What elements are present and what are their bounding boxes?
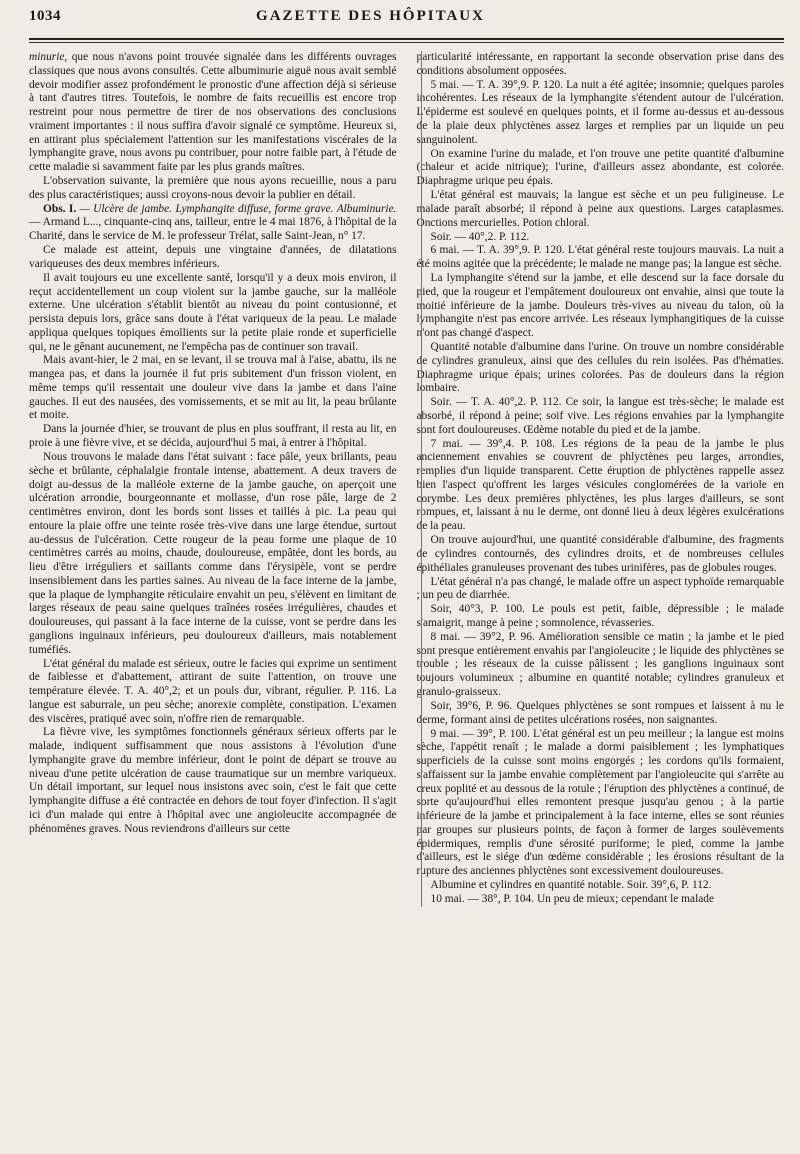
paragraph: L'état général est mauvais; la langue est sèche et un peu fuligineuse. Le malade paraît absorbé; il répond à peine aux questions. Larges cataplasmes. Onctions mercurielles. Potion chloral. — [416, 189, 784, 229]
paragraph: Il avait toujours eu une excellente santé, lorsqu'il y a deux mois environ, il reçut accidentellement un coup violent sur la jambe gauche, sur la malléole externe. Une ulcération s'établit bientôt au niveau du point contusionné, et persista depuis lors, grâce sans doute à l'état variqueux de la peau. Le malade appliqua quelques topiques émollients sur la petite plaie ronde et superficielle qui, ne le gênant aucunement, ne l'empêcha pas de continuer son travail. — [29, 271, 397, 353]
paragraph: Soir. — 40°,2. P. 112. — [430, 230, 530, 243]
paragraph: L'état général n'a pas changé, le malade offre un aspect typhoïde remarquable ; un peu de diarrhée. — [416, 575, 784, 602]
paragraph: particularité intéressante, en rapportant la seconde observation prise dans des conditions absolument opposées. — [416, 51, 784, 77]
paragraph: Soir. — T. A. 40°,2. P. 112. Ce soir, la langue est très-sèche; le malade est absorbé, il répond à peine; soif vive. Les régions envahies par la lymphangite sont fort douloureuses. Œdème notable du pied et de la jambe. — [416, 396, 784, 436]
paragraph: L'observation suivante, la première que nous ayons recueillie, nous a paru des plus caractéristiques; aussi croyons-nous devoir la publier en détail. — [29, 174, 397, 201]
journal-title: GAZETTE DES HÔPITAUX — [256, 8, 485, 24]
paragraph: 10 mai. — 38°, P. 104. Un peu de mieux; cependant le malade — [430, 892, 715, 905]
paragraph: On examine l'urine du malade, et l'on trouve une petite quantité d'albumine (chaleur et acide nitrique); l'urine, d'ailleurs assez abondante, est colorée. Diaphragme urique peu épais. — [416, 147, 784, 188]
paragraph-text: que nous n'avons point trouvée signalée dans les différents ouvrages classiques que nous avons consultés. Cette albuminurie aiguë nous avait semblé devoir modifier assez profondément le pronostic d'une affection déjà si sérieuse à tant d'autres titres. Toutefois, le nombre de faits recueillis est encore trop restreint pour nous permettre de tirer de nos observations des conclusions vraiment importantes : il nous suffira d'avoir signalé ce symptôme. Heureux si, en attirant plus spécialement l'attention sur les manifestations viscérales de la lymphangite grave, nous avons pu contribuer, pour notre faible part, à l'étude de cette maladie si savamment faite par les plus grands maîtres. — [29, 51, 397, 173]
paragraph: Nous trouvons le malade dans l'état suivant : face pâle, yeux brillants, peau sèche et brûlante, céphalalgie frontale intense, abattement. A deux travers de doigt au-dessus de la malléole externe de la jambe gauche, on aperçoit une ulcération arrondie, bourgeonnante et mollasse, d'un rose pâle, large de 2 centimètres environ, dont les bords sont lisses et taillés à pic. La peau qui entoure la plaie offre une teinte rosée très-vive dans une large étendue, surtout au-dessus de l'ulcération. Cette rougeur de la peau forme une plaque de 10 centimètres carrés au moins, chaude, douloureuse, empâtée, dont les bords, au lieu d'être irréguliers et saillants comme dans l'érysipèle, vont se perdre insensiblement dans les parties saines. Au niveau de la face interne de la jambe, que la plaque de lymphangite réticulaire envahit un peu, s'élèvent en limitant de larges réseaux de peau saine quelques traînées rosées irrégulières, chaudes et douloureuses, qui passant à la face interne de la cuisse, vont se perdre dans les ganglions inguinaux inférieurs, peu douloureux d'ailleurs, mais notablement tuméfiés. — [29, 451, 397, 656]
paragraph — [29, 51, 397, 175]
paragraph: Dans la journée d'hier, se trouvant de plus en plus souffrant, il resta au lit, en proie à une fièvre vive, et se décida, aujourd'hui 5 mai, à entrer à l'hôpital. — [29, 423, 397, 450]
paragraph: Quantité notable d'albumine dans l'urine. On trouve un nombre considérable de cylindres granuleux, ainsi que des cellules du rein isolées. Pas d'hématies. Diaphragme urique épais; urines colorées. Pas de douleurs dans la région lombaire. — [416, 341, 784, 395]
header-rule-thick — [29, 38, 784, 40]
page-header — [29, 8, 784, 30]
paragraph: Ce malade est atteint, depuis une vingtaine d'années, de dilatations variqueuses des deux membres inférieurs. — [29, 244, 397, 270]
paragraph: 7 mai. — 39°,4. P. 108. Les régions de la peau de la jambe le plus anciennement envahies se couvrent de phlyctènes peu larges, arrondies, remplies d'un liquide transparent. Cette éruption de phlyctènes rappelle assez bien l'aspect qu'offrent les larges vésicules conglomérées de la variole en corymbe. Les deux premières phlyctènes, les plus larges d'ailleurs, se sont rompues, et, laissant à nu le derme, ont donné lieu à deux légères exulcérations de la peau. — [416, 437, 784, 533]
text-columns — [29, 51, 784, 907]
observation-label: Obs. I. — [43, 202, 77, 215]
paragraph: Albumine et cylindres en quantité notable. Soir. 39°,6, P. 112. — [430, 879, 712, 891]
paragraph: Soir, 39°6, P. 96. Quelques phlyctènes se sont rompues et laissent à nu le derme, formant ainsi de petites ulcérations rosées, non saignantes. — [416, 699, 784, 726]
paragraph: On trouve aujourd'hui, une quantité considérable d'albumine, des fragments de cylindres contournés, des cylindres droits, et de nombreuses cellules épithéliales granuleuses provenant des tubes urinifères, pas de globules rouges. — [416, 534, 784, 574]
paragraph: La lymphangite s'étend sur la jambe, et elle descend sur la face dorsale du pied, que la rougeur et l'empâtement douloureux ont envahie, ainsi que toute la moitié inférieure de la jambe. Douleurs très-vives au niveau du talon, où la lymphangite n'est pas encore arrivée. Les réseaux lymphangitiques de la cuisse n'ont pas changé d'aspect. — [416, 272, 784, 340]
observation-intro: — Armand L..., cinquante-cinq ans, tailleur, entre le 4 mai 1876, à l'hôpital de la Charité, dans le service de M. le professeur Trélat, salle Saint-Jean, n° 17. — [29, 216, 397, 243]
header-rule-thin — [29, 42, 784, 43]
page-number: 1034 — [29, 8, 61, 24]
paragraph: 5 mai. — T. A. 39°,9. P. 120. La nuit a été agitée; insomnie; quelques paroles incohérentes. Les réseaux de la lymphangite s'étendent autour de l'ulcération. L'épiderme est soulevé en quelques points, et il forme au-dessus et au-dessous de la plaie deux phlyctènes assez larges et remplies par un liquide un peu sanguinolent. — [416, 78, 784, 146]
paragraph: Soir, 40°3, P. 100. Le pouls est petit, faible, dépressible ; le malade s'amaigrit, mange à peine ; somnolence, révasseries. — [416, 603, 784, 629]
paragraph: L'état général du malade est sérieux, outre le facies qui exprime un sentiment de faiblesse et d'abattement, attirant de suite l'attention, on trouve une température élevée. T. A. 40°,2; et un pouls dur, vibrant, régulier. P. 116. La langue est saburrale, un peu sèche; anorexie complète, constipation. L'examen des viscères, pratiqué avec soin, n'offre rien de remarquable. — [29, 657, 397, 725]
observation-heading — [29, 203, 397, 244]
left-column — [29, 51, 397, 907]
column-divider — [421, 51, 422, 907]
observation-title: — Ulcère de jambe. Lymphangite diffuse, forme grave. Albuminurie. — [76, 202, 397, 215]
right-column — [417, 51, 785, 907]
paragraph: 6 mai. — T. A. 39°,9. P. 120. L'état général reste toujours mauvais. La nuit a été moins agitée que la précédente; le malade ne mange pas; la langue est sèche. — [416, 244, 784, 271]
italic-word: minurie, — [29, 51, 68, 63]
paragraph: 8 mai. — 39°2, P. 96. Amélioration sensible ce matin ; la jambe et le pied sont presque entièrement envahis par l'angioleucite ; le liquide des phlyctènes se trouble ; les réseaux de la cuisse pâlissent ; les ganglions inguinaux sont toujours volumineux ; albumine en quantité notable; cylindres granuleux et granulo-graisseux. — [416, 630, 784, 698]
paragraph: Mais avant-hier, le 2 mai, en se levant, il se trouva mal à l'aise, abattu, ils ne mangea pas, et dans la journée il fut pris subitement d'un frisson violent, en même temps qu'il ressentait une douleur vive dans la jambe et dans l'aine gauches. Il eut des nausées, des vomissements, et se mit au lit, la peau brûlante et moite. — [29, 354, 397, 422]
paragraph: 9 mai. — 39°, P. 100. L'état général est un peu meilleur ; la langue est moins sèche, l'appétit renaît ; le malade a dormi paisiblement ; les lymphatiques superficiels de la cuisse sont moins engorgés ; les cordons qu'ils formaient, s'affaissent sur la jambe envahie complètement par l'angioleucite qui s'arrête au creux poplité et au dessous de la rotule ; l'éruption des phlyctènes a continué, de sorte qu'aujourd'hui elles remontent presque jusqu'au genou ; à la partie inférieure de la jambe et principalement à la face interne, elles se sont réunies par groupes sur plusieurs points, de façon à former de larges soulèvements épidermiques, remplis d'une sérosité puriforme; le pied, comme la jambe d'ailleurs, est le siége d'un œdème considérable ; les érosions résultant de la rupture des anciennes phlyctènes sont excessivement douloureuses. — [416, 727, 784, 878]
paragraph: La fièvre vive, les symptômes fonctionnels généraux sérieux offerts par le malade, indiquent suffisamment que nous assistons à l'évolution d'une lymphangite grave du membre inférieur, dont le point de départ se trouve au niveau d'une petite ulcération de cause traumatique sur un membre variqueux. Un détail important, sur lequel nous insistons avec soin, c'est le fait que cette lymphangite diffuse a été contractée en dehors de tout foyer d'infection. Il s'agit ici d'un malade qui entre à l'hôpital avec une angioleucite accompagnée de phénomènes graves. Nous reviendrons d'ailleurs sur cette — [29, 726, 397, 835]
